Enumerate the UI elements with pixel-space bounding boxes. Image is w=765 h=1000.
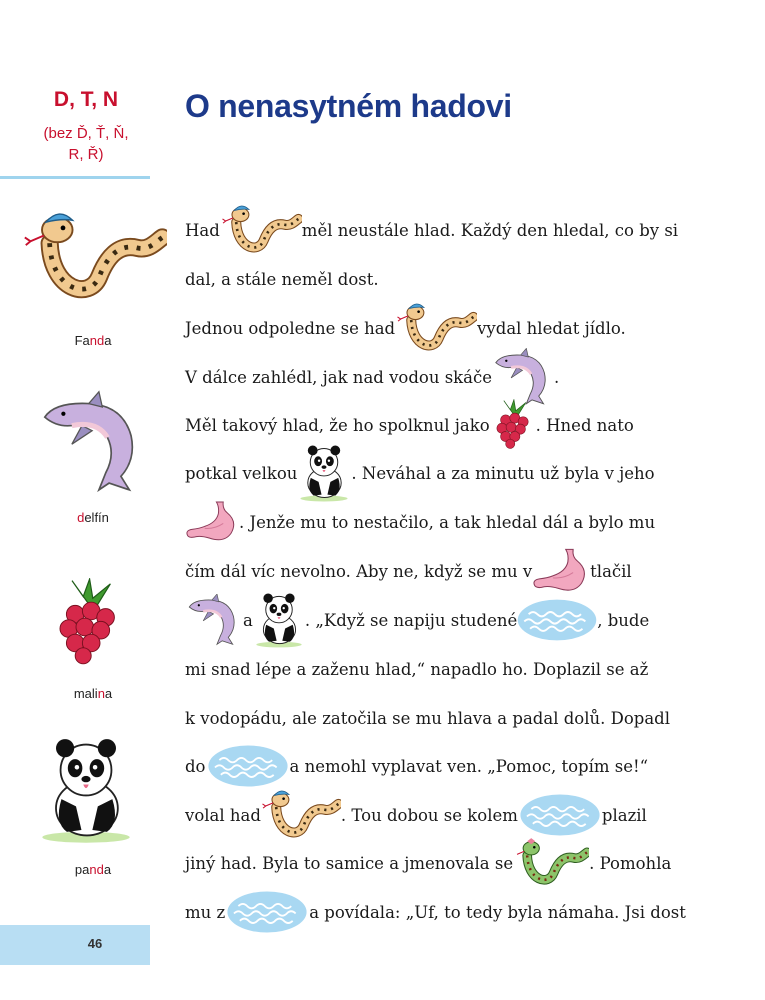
caption-text: a (103, 862, 112, 877)
story-text: jiný had. Byla to samice a jmenovala se (185, 853, 514, 873)
caption-text: pa (74, 862, 90, 877)
story-line (185, 210, 678, 250)
story-line (185, 405, 634, 445)
story-line (185, 551, 632, 591)
story-text: . (554, 367, 560, 387)
story-text: . Pomohla (589, 853, 672, 873)
caption-malina (18, 686, 168, 701)
story-line (185, 259, 379, 299)
caption-panda (18, 862, 168, 877)
story-line (185, 746, 648, 786)
story-text: Had (185, 220, 220, 240)
excluded-letters (22, 123, 150, 165)
story-text: Jednou odpoledne se had (185, 318, 396, 338)
story-text: . Neváhal a za minutu už byla v jeho (351, 463, 655, 483)
caption-highlight: nd (89, 333, 105, 348)
water-icon (518, 793, 602, 837)
story-line (185, 357, 559, 397)
caption-text: mali (73, 686, 98, 701)
story-line (185, 453, 655, 493)
story-text: . Jenže mu to nestačilo, a tak hledal dál a bylo mu (239, 512, 656, 532)
caption-text: elfín (84, 510, 109, 525)
caption-highlight: n (97, 686, 105, 701)
snake-icon (220, 201, 302, 259)
story-line (185, 795, 647, 835)
story-line (185, 308, 626, 348)
caption-text: Fa (74, 333, 90, 348)
dolphin-icon (492, 348, 554, 406)
story-line (185, 600, 649, 640)
caption-text: a (104, 686, 113, 701)
dolphin-icon (38, 380, 148, 505)
raspberry-icon (490, 399, 536, 451)
story-text: V dálce zahlédl, jak nad vodou skáče (185, 367, 493, 387)
story-line (185, 698, 670, 738)
story-text: a nemohl vyplavat ven. „Pomoc, topím se!“ (289, 756, 649, 776)
caption-delfin (18, 510, 168, 525)
story-text: a povídala: „Uf, to tedy byla námaha. Jsi dost (309, 902, 686, 922)
story-text: volal had (185, 805, 261, 825)
story-text: do (185, 756, 206, 776)
panda-icon (297, 442, 351, 504)
story-text: dal, a stále neměl dost. (185, 269, 379, 289)
panda-icon (36, 735, 136, 845)
story-text: . Tou dobou se kolem (340, 805, 518, 825)
water-icon (225, 890, 309, 934)
caption-text: a (104, 333, 112, 348)
story-line (185, 892, 686, 932)
story-text: mi snad lépe a zaženu hlad,“ napadlo ho. Doplazil se až (185, 659, 649, 679)
story-text: Měl takový hlad, že ho spolknul jako (185, 415, 490, 435)
stomach-icon (185, 500, 239, 544)
water-icon (206, 744, 290, 788)
story-text: k vodopádu, ale zatočila se mu hlava a padal dolů. Dopadl (185, 708, 671, 728)
story-line (185, 649, 648, 689)
caption-highlight: d (77, 510, 85, 525)
caption-highlight: nd (89, 862, 104, 877)
story-text: . Hned nato (535, 415, 634, 435)
water-icon (517, 598, 597, 642)
story-text: , bude (597, 610, 650, 630)
story-text: měl neustále hlad. Každý den hledal, co by si (301, 220, 679, 240)
stomach-icon (532, 547, 590, 595)
story-text: vydal hledat jídlo. (477, 318, 626, 338)
dolphin-icon (185, 594, 243, 646)
raspberry-icon (48, 578, 128, 668)
excluded-letters-line1: (bez Ď, Ť, Ň, (43, 125, 129, 142)
story-text: tlačil (590, 561, 632, 581)
caption-fanda (18, 333, 168, 348)
page-number: 46 (87, 936, 103, 951)
snake-icon (261, 786, 341, 844)
story-text: plazil (601, 805, 647, 825)
sidebar-header (0, 88, 150, 165)
story-line (185, 502, 655, 542)
panda-icon (253, 590, 305, 650)
snake-icon (395, 299, 477, 357)
story-title: O nenasytném hadovi (185, 88, 512, 124)
story-text: čím dál víc nevolno. Aby ne, když se mu v (185, 561, 533, 581)
green-snake-icon (513, 835, 589, 891)
snake-fanda-icon (22, 205, 167, 310)
story-text: mu z (185, 902, 226, 922)
story-text: . „Když se napiju studené (304, 610, 518, 630)
excluded-letters-line2: R, Ř) (68, 146, 104, 163)
practiced-letters: D, T, N (53, 88, 119, 111)
story-text: a (243, 610, 253, 630)
sidebar-divider (0, 176, 150, 179)
story-line (185, 843, 671, 883)
story-text: potkal velkou (185, 463, 298, 483)
